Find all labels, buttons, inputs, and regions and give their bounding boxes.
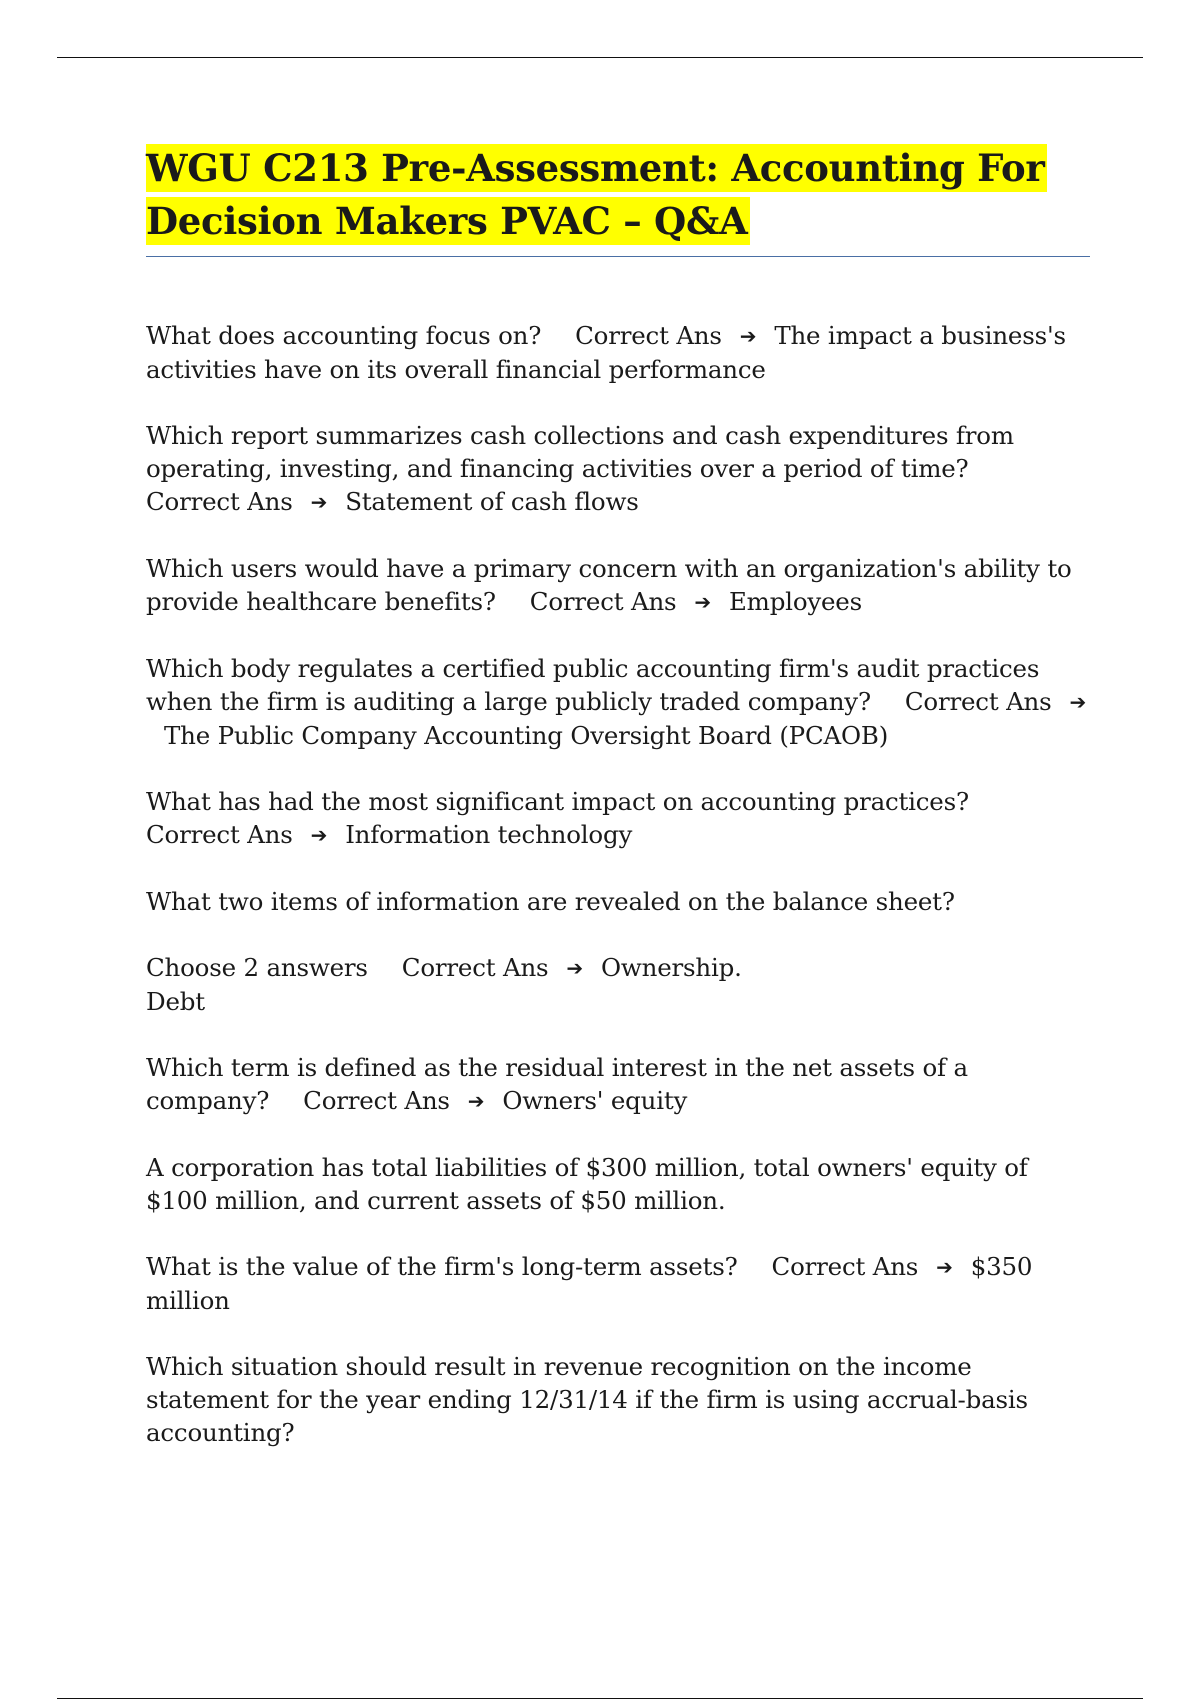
document-title-text: WGU C213 Pre-Assessment: Accounting For Decision Makers PVAC – Q&A [146,146,1045,243]
answer-label: Correct Ans [904,687,1052,716]
qa-item [146,785,1090,852]
qa-item [146,1051,1090,1118]
title-block [146,142,1090,257]
right-arrow-icon: ➔ [310,490,328,514]
right-arrow-icon: ➔ [936,1255,953,1279]
answer-label: Correct Ans [529,587,677,616]
qa-list [146,319,1090,1449]
answer-text-line2: Debt [146,987,205,1016]
qa-item [146,1250,1090,1317]
question-text: Which body regulates a certified public accounting firm's audit practices when the firm is auditing a large publicly traded company? [146,654,1040,716]
right-arrow-icon: ➔ [467,1089,485,1113]
question-text: Choose 2 answers [146,953,368,982]
document-title [146,142,1090,248]
answer-text: Owners' equity [502,1086,688,1115]
qa-item [146,419,1090,519]
answer-label: Correct Ans [146,820,293,849]
question-stem: Which situation should result in revenue recognition on the income statement for the year ending 12/31/14 if the firm is using accrual-basis accounting? [146,1352,1028,1447]
question-stem: What two items of information are revealed on the balance sheet? [146,887,955,916]
right-arrow-icon: ➔ [566,956,583,980]
answer-label: Correct Ans [303,1086,450,1115]
qa-item [146,319,1090,386]
answer-text: Information technology [345,820,633,849]
right-arrow-icon: ➔ [1069,690,1087,714]
answer-text: Ownership. [600,953,742,982]
question-text: Which users would have a primary concern with an organization's ability to provide healthcare benefits? [146,554,1072,616]
answer-label: Correct Ans [771,1252,919,1281]
right-arrow-icon: ➔ [310,823,328,847]
question-text: What does accounting focus on? [146,321,542,350]
qa-item [146,552,1090,619]
page-bottom-rule [57,1698,1143,1699]
answer-text: Statement of cash flows [345,487,639,516]
answer-label: Correct Ans [146,487,293,516]
answer-text: The impact a business's activities have on its overall financial performance [146,321,1066,384]
document-body [146,142,1090,1482]
answer-text: The Public Company Accounting Oversight Board (PCAOB) [164,721,889,750]
qa-item [146,652,1090,752]
question-stem: A corporation has total liabilities of $300 million, total owners' equity of $100 million, and current assets of $50 million. [146,1153,1028,1215]
right-arrow-icon: ➔ [694,590,711,614]
page-top-rule [57,57,1143,58]
question-text: Which term is defined as the residual interest in the net assets of a company? [146,1053,968,1115]
question-text: What has had the most significant impact on accounting practices? [146,787,969,816]
answer-label: Correct Ans [575,321,722,350]
question-text: Which report summarizes cash collections and cash expenditures from operating, investing, and financing activities over a period of time? [146,421,1014,483]
answer-text: Employees [728,587,862,616]
right-arrow-icon: ➔ [739,324,757,348]
answer-text: $350 million [146,1252,1033,1315]
question-text: What is the value of the firm's long-term assets? [146,1252,738,1281]
qa-item [146,951,1090,1018]
answer-label: Correct Ans [401,953,549,982]
